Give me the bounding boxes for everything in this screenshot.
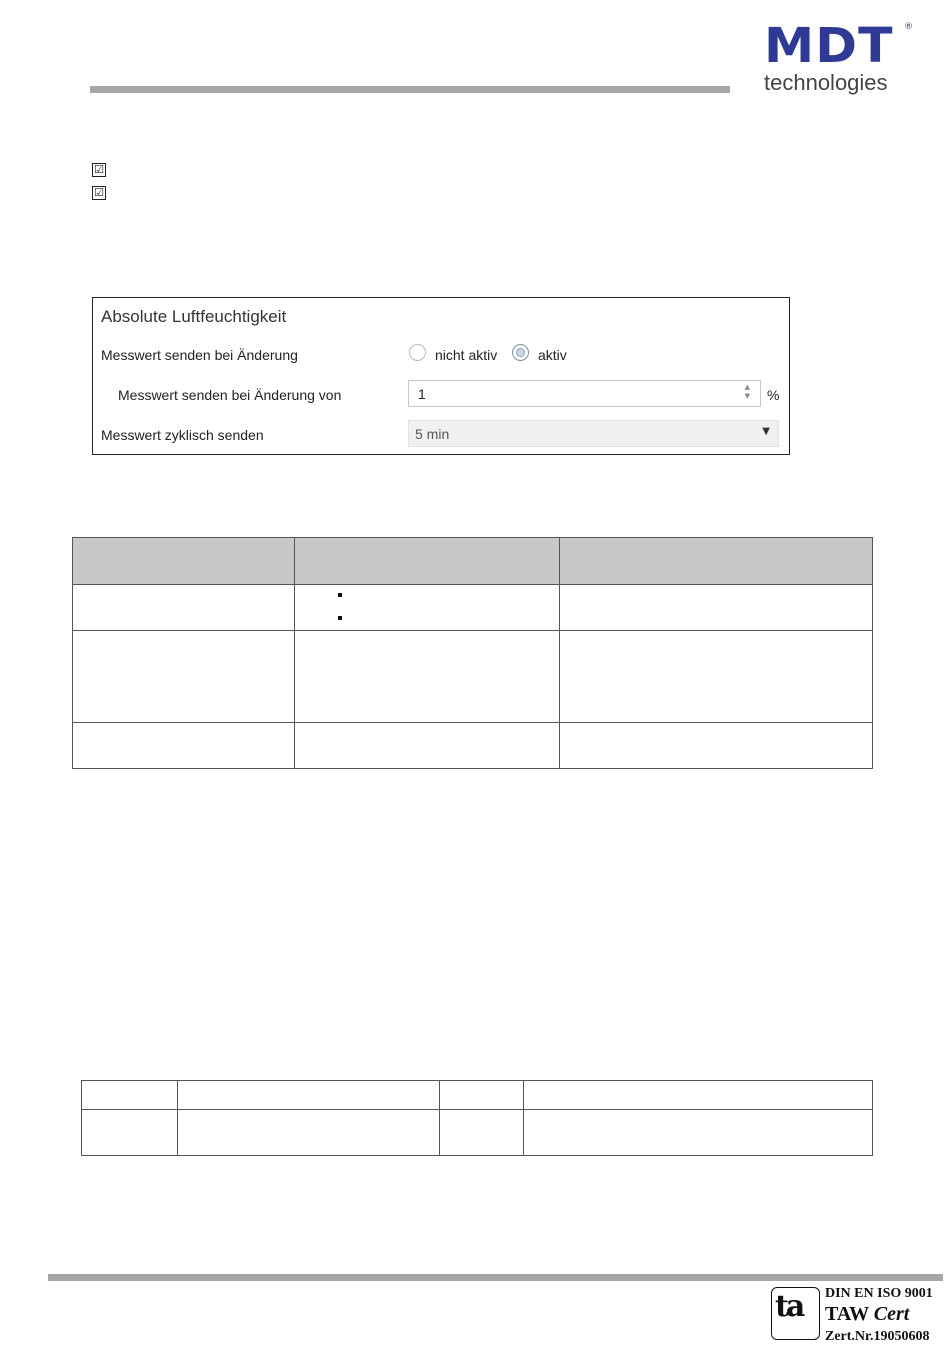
taw-cert-logo: [771, 1287, 820, 1340]
cert-standard: DIN EN ISO 9001: [825, 1286, 933, 1301]
logo-subtitle: technologies: [764, 70, 888, 95]
checkbox-icon: ☑: [92, 163, 106, 177]
chevron-down-icon[interactable]: ▼: [762, 426, 770, 437]
settings-panel: [92, 297, 790, 455]
bullet-icon: [338, 593, 342, 597]
logo-mark: MDT: [764, 18, 894, 74]
cert-number: Zert.Nr.19050608: [825, 1329, 930, 1344]
cyclic-send-value: 5 min: [415, 426, 450, 442]
spinner-arrows-icon[interactable]: ▲ ▼: [744, 383, 750, 400]
mdt-logo: [764, 18, 914, 95]
cert-name-part2: Cert: [873, 1303, 910, 1325]
cert-logo-mark: ta: [775, 1289, 803, 1324]
checkbox-icon: ☑: [92, 186, 106, 200]
footer-divider: [48, 1274, 943, 1281]
change-threshold-label: Messwert senden bei Änderung von: [118, 387, 342, 403]
cert-name: [825, 1303, 909, 1326]
object-table: [81, 1080, 873, 1156]
radio-aktiv[interactable]: [512, 344, 529, 361]
change-threshold-input[interactable]: [408, 380, 761, 407]
bullet-icon: [338, 616, 342, 620]
cert-name-part1: TAW: [825, 1303, 869, 1325]
change-threshold-value: 1: [418, 386, 426, 402]
cyclic-send-label: Messwert zyklisch senden: [101, 427, 264, 443]
cyclic-send-select[interactable]: [408, 420, 779, 447]
radio-nicht-aktiv-label[interactable]: nicht aktiv: [435, 347, 498, 363]
panel-title: Absolute Luftfeuchtigkeit: [101, 307, 287, 326]
registered-mark: ®: [904, 22, 913, 32]
unit-label: %: [767, 387, 780, 403]
header-divider: [90, 86, 730, 93]
radio-nicht-aktiv[interactable]: [409, 344, 426, 361]
parameter-table: [72, 537, 873, 769]
table-header-row: [72, 537, 873, 584]
send-on-change-label: Messwert senden bei Änderung: [101, 347, 298, 363]
radio-aktiv-label[interactable]: aktiv: [538, 347, 567, 363]
